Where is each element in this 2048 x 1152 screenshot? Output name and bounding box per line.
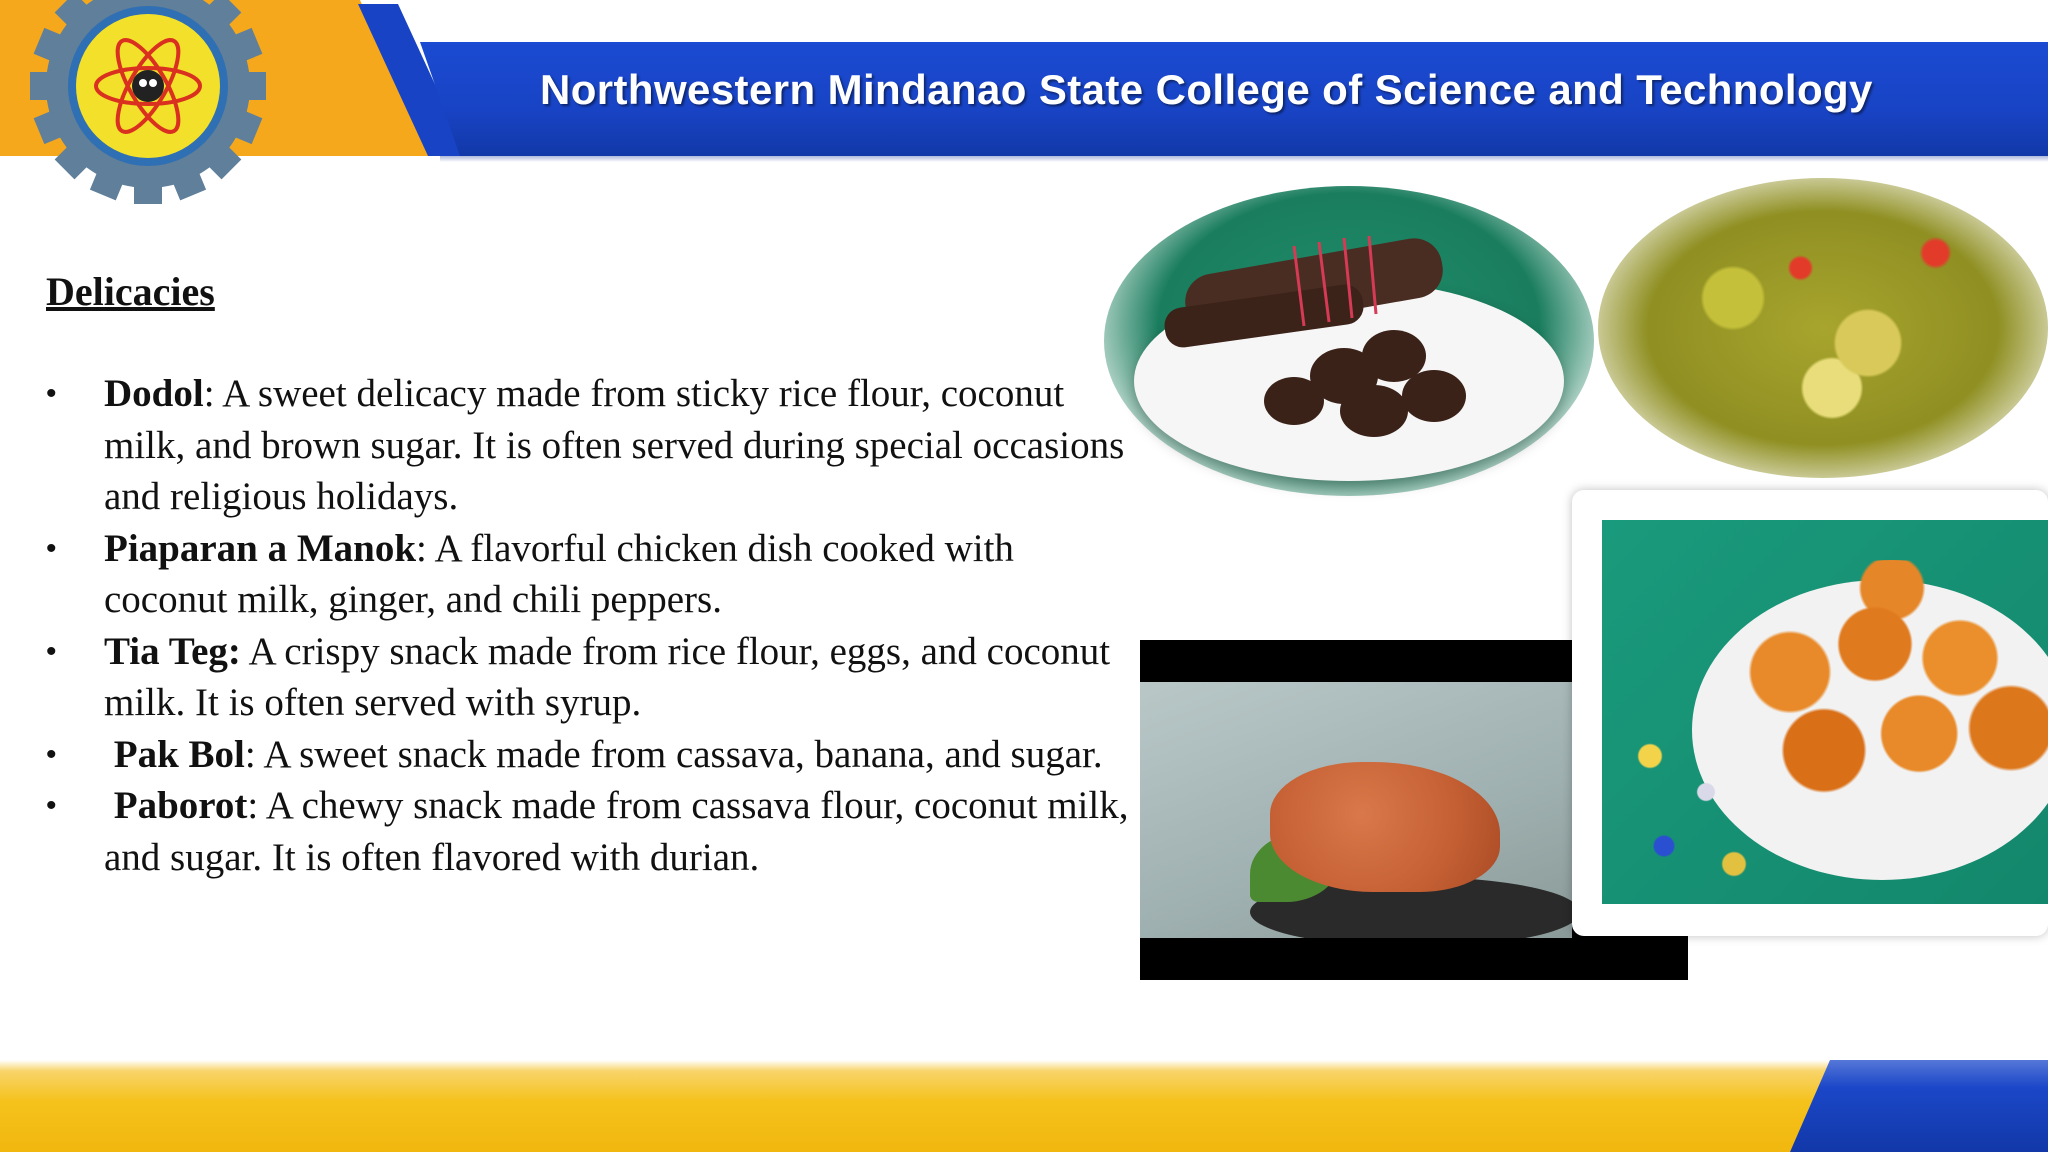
header-shadow — [440, 156, 2048, 162]
item-description: A crispy snack made from rice flour, eggs, and coconut milk. It is often served with syrup. — [104, 629, 1111, 724]
tia-teg-photo — [1140, 682, 1572, 938]
list-item — [46, 729, 1136, 781]
section-heading: Delicacies — [46, 269, 215, 314]
sequin-beads — [1622, 720, 1762, 900]
item-name: Tia Teg: — [104, 629, 241, 673]
list-item — [46, 523, 1136, 626]
item-name: Pak Bol — [104, 732, 245, 776]
institution-title: Northwestern Mindanao State College of Science and Technology — [540, 66, 1873, 113]
item-separator: : — [244, 732, 256, 776]
item-separator: : — [416, 526, 427, 570]
item-name: Dodol — [104, 372, 204, 415]
item-description: A sweet delicacy made from sticky rice flour, coconut milk, and brown sugar. It is often served during special occasions and religious holidays. — [104, 372, 1125, 518]
list-item — [46, 626, 1136, 729]
item-description: A sweet snack made from cassava, banana, and sugar. — [255, 732, 1103, 776]
item-separator: : — [247, 784, 259, 827]
list-item — [46, 780, 1136, 883]
list-item — [46, 368, 1136, 523]
pak-bol-balls — [1722, 560, 2048, 840]
pak-bol-photo — [1602, 520, 2048, 904]
delicacies-list — [46, 368, 1136, 883]
item-description: A flavorful chicken dish cooked with coconut milk, ginger, and chili peppers. — [104, 526, 1014, 621]
item-description: A chewy snack made from cassava flour, coconut milk, and sugar. It is often flavored with durian. — [104, 784, 1129, 879]
tia-teg-cracker — [1270, 762, 1500, 892]
item-name: Piaparan a Manok — [104, 526, 417, 570]
item-separator: : — [203, 372, 215, 415]
item-name: Paborot — [104, 784, 248, 827]
gear-atom-logo-icon — [28, 0, 268, 204]
footer-blue-band — [1790, 1060, 2048, 1152]
dodol-pieces — [1144, 226, 1544, 446]
piaparan-photo — [1598, 178, 2048, 478]
footer-yellow-band — [0, 1060, 2048, 1152]
dodol-photo — [1104, 186, 1594, 496]
